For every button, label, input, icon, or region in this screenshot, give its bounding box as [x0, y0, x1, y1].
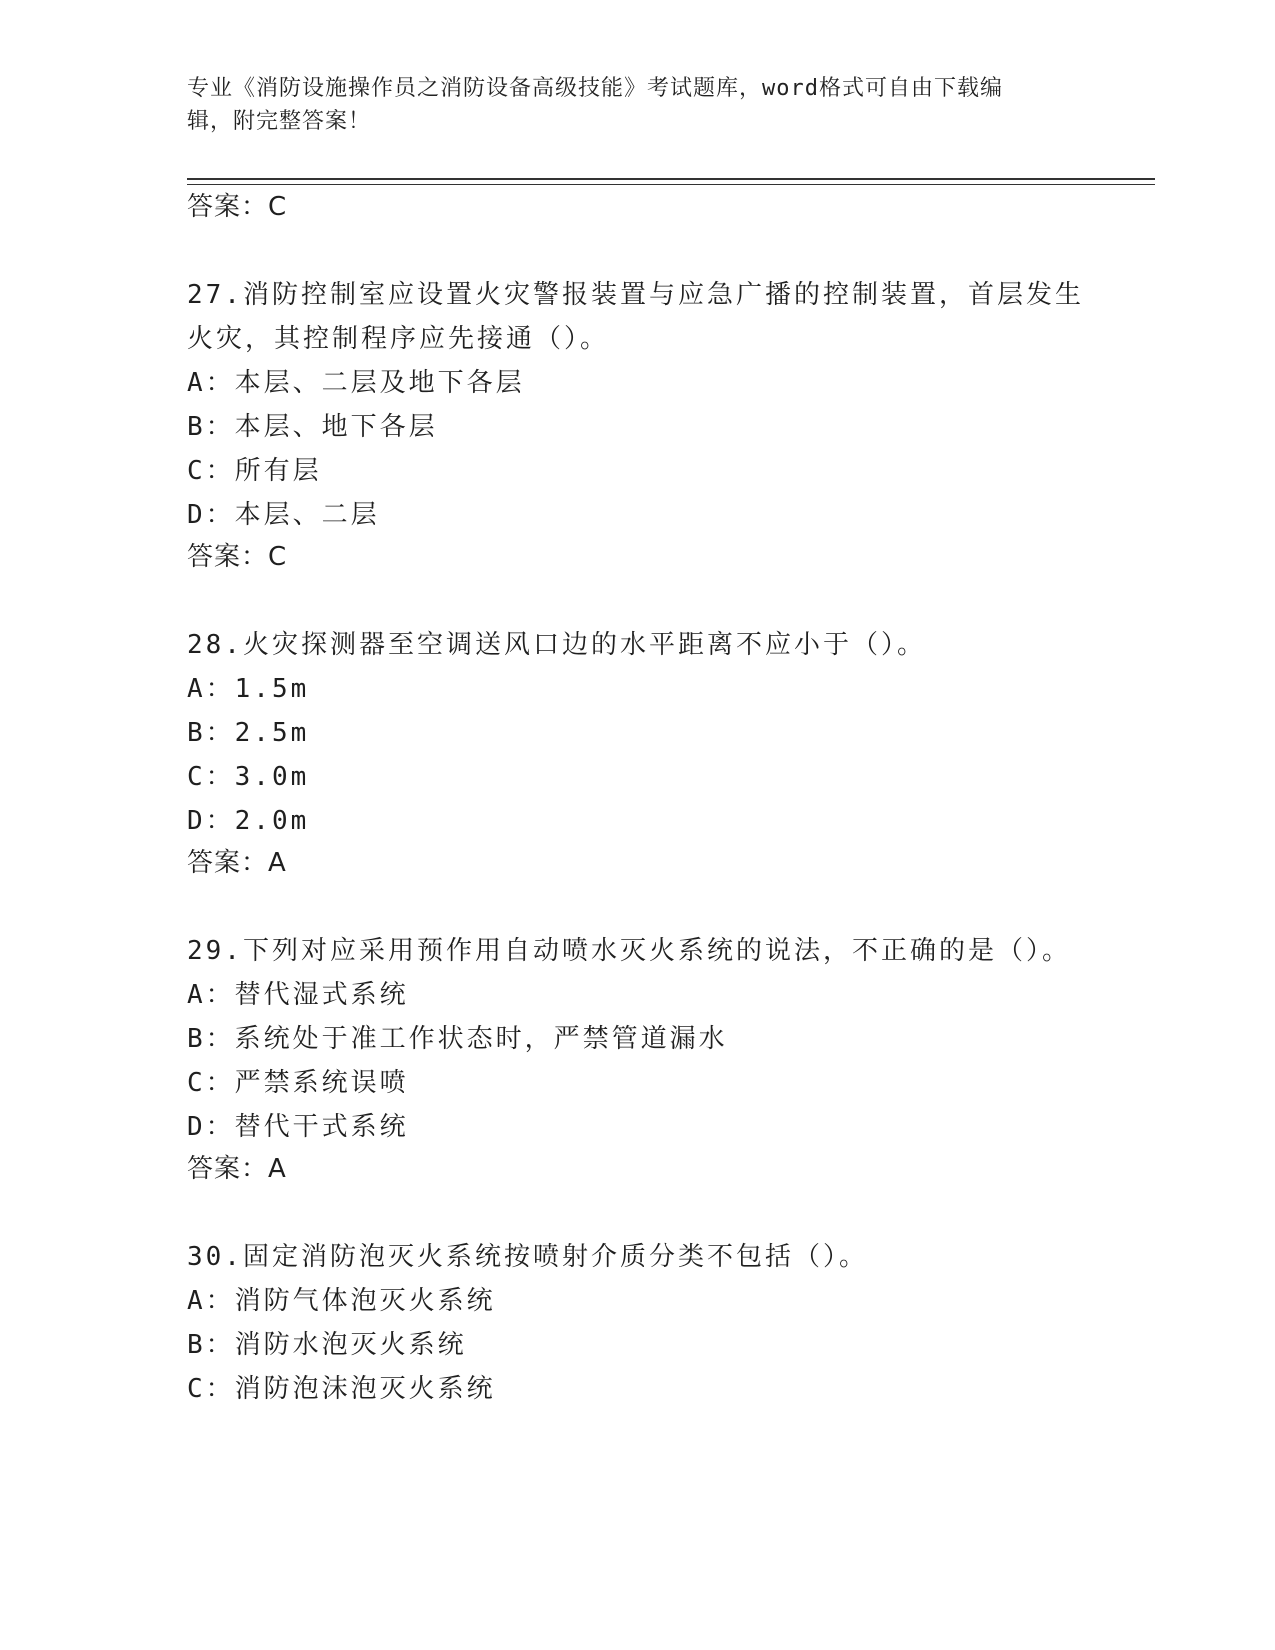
question-28-option-a: A：1.5m — [187, 674, 310, 704]
question-27-stem-line-1: 27.消防控制室应设置火灾警报装置与应急广播的控制装置，首层发生 — [187, 280, 1084, 310]
question-28-option-c: C：3.0m — [187, 762, 310, 792]
question-29-option-b: B：系统处于准工作状态时，严禁管道漏水 — [187, 1024, 728, 1054]
question-27-stem-line-2: 火灾，其控制程序应先接通（）。 — [187, 324, 610, 354]
question-27-option-b: B：本层、地下各层 — [187, 412, 438, 442]
question-27-option-c: C：所有层 — [187, 456, 322, 486]
question-30-stem-line-1: 30.固定消防泡灭火系统按喷射介质分类不包括（）。 — [187, 1242, 868, 1272]
question-30-option-a: A：消防气体泡灭火系统 — [187, 1286, 496, 1316]
question-28-option-b: B：2.5m — [187, 718, 310, 748]
header-rule-thin — [187, 184, 1155, 185]
question-27-option-a: A：本层、二层及地下各层 — [187, 368, 525, 398]
question-27-answer: 答案：C — [187, 542, 288, 572]
question-29-stem-line-1: 29.下列对应采用预作用自动喷水灭火系统的说法，不正确的是（）。 — [187, 936, 1071, 966]
answer-previous: 答案：C — [187, 192, 288, 222]
question-28-stem-line-1: 28.火灾探测器至空调送风口边的水平距离不应小于（）。 — [187, 630, 926, 660]
header-line-1: 专业《消防设施操作员之消防设备高级技能》考试题库，word格式可自由下载编 — [187, 76, 1003, 101]
question-27-option-d: D：本层、二层 — [187, 500, 380, 530]
question-29-option-a: A：替代湿式系统 — [187, 980, 409, 1010]
question-29-option-c: C：严禁系统误喷 — [187, 1068, 409, 1098]
question-29-answer: 答案：A — [187, 1154, 287, 1184]
question-30-option-b: B：消防水泡灭火系统 — [187, 1330, 467, 1360]
question-30-option-c: C：消防泡沫泡灭火系统 — [187, 1374, 496, 1404]
question-28-option-d: D：2.0m — [187, 806, 310, 836]
header-line-2: 辑，附完整答案！ — [187, 109, 372, 134]
question-29-option-d: D：替代干式系统 — [187, 1112, 409, 1142]
document-header — [187, 72, 1087, 138]
question-28-answer: 答案：A — [187, 848, 287, 878]
header-rule-thick — [187, 178, 1155, 180]
